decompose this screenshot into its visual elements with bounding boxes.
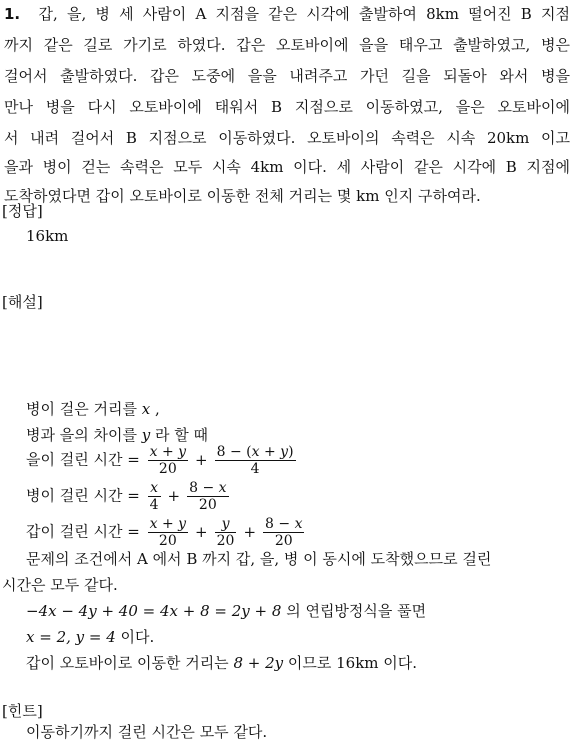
condition-line-2: 시간은 모두 같다.	[2, 576, 118, 594]
problem-line-7: 도착하였다면 갑이 오토바이로 이동한 전체 거리는 몇 km 인지 구하여라.	[4, 187, 481, 205]
problem-line-1: 1. 갑, 을, 병 세 사람이 A 지점을 같은 시각에 출발하여 8km 떨어진 B 지점	[4, 5, 570, 23]
problem-line-4: 만나 병을 다시 오토바이에 태워서 B 지점으로 이동하였고, 을은 오토바이에	[4, 98, 570, 116]
hint-heading: [힌트]	[2, 702, 43, 720]
time-eul-formula: 을이 걸린 시간 = $\frac{x + y}{20}$ + $\frac{8 - (x + y)}{4}$	[26, 444, 294, 477]
time-gap-formula: 갑이 걸린 시간 = $\frac{x + y}{20}$ + $\frac{y}{20}$ + $\frac{8 - x}{20}$	[26, 516, 303, 549]
fraction: $\frac{x + y}{20}$	[149, 444, 187, 477]
fraction: $\frac{8 - x}{20}$	[265, 516, 303, 549]
solution-heading: [해설]	[2, 293, 43, 311]
solution-line-1: 병이 걸은 거리를 x ,	[26, 400, 160, 418]
hint-text: 이동하기까지 걸린 시간은 모두 같다.	[26, 723, 268, 741]
fraction: $\frac{y}{20}$	[216, 516, 235, 549]
problem-line-2: 까지 같은 길로 가기로 하였다. 갑은 오토바이에 을을 태우고 출발하였고, 병은	[4, 36, 570, 54]
answer-heading: [정답]	[2, 202, 43, 220]
question-number: 1.	[4, 5, 21, 23]
final-line: 갑이 오토바이로 이동한 거리는 8 + 2y 이므로 16km 이다.	[26, 654, 418, 672]
problem-line-5: 서 내려 걸어서 B 지점으로 이동하였다. 오토바이의 속력은 시속 20km 이고	[4, 129, 570, 147]
problem-line-6: 을과 병이 걷는 속력은 모두 시속 4km 이다. 세 사람이 같은 시각에 B 지점에	[4, 158, 570, 176]
condition-line-1: 문제의 조건에서 A 에서 B 까지 갑, 을, 병 이 동시에 도착했으므로 걸린	[26, 550, 492, 568]
fraction: $\frac{8 - x}{20}$	[189, 480, 227, 513]
fraction: $\frac{8 - (x + y)}{4}$	[216, 444, 294, 477]
result-line: x = 2, y = 4 이다.	[26, 628, 155, 646]
fraction: $\frac{x}{4}$	[149, 480, 159, 513]
answer-value: 16km	[26, 227, 69, 245]
problem-line-3: 걸어서 출발하였다. 갑은 도중에 을을 내려주고 가던 길을 되돌아 와서 병을	[4, 67, 570, 85]
solution-line-2: 병과 을의 차이를 y 라 할 때	[26, 426, 209, 444]
equation: −4x − 4y + 40 = 4x + 8 = 2y + 8	[26, 602, 282, 620]
fraction: $\frac{x + y}{20}$	[149, 516, 187, 549]
equation-line: −4x − 4y + 40 = 4x + 8 = 2y + 8 의 연립방정식을 풀면	[26, 602, 427, 620]
time-byeong-formula: 병이 걸린 시간 = $\frac{x}{4}$ + $\frac{8 - x}{20}$	[26, 480, 227, 513]
